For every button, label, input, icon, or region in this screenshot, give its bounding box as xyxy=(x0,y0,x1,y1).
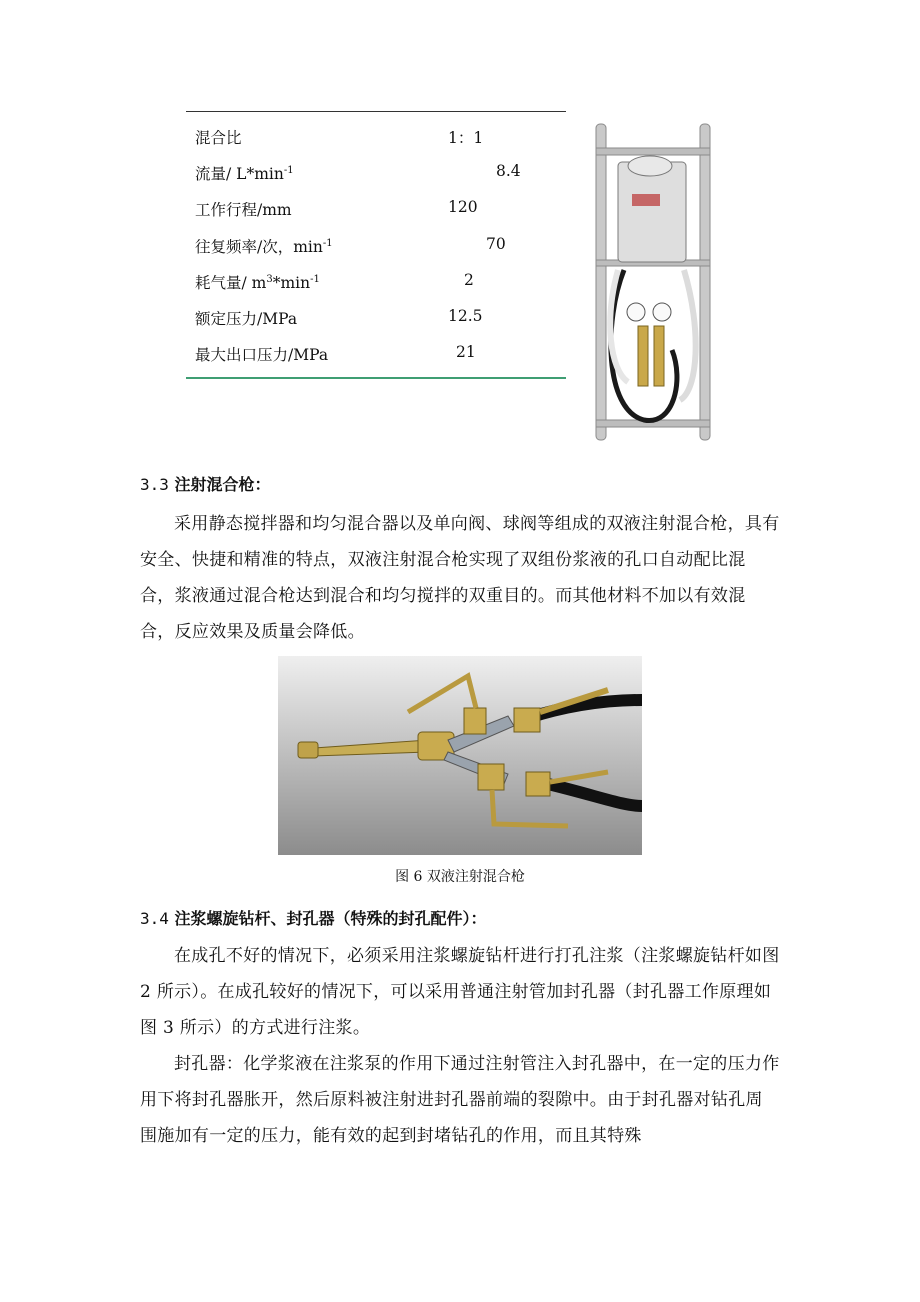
spec-label: 工作行程/mm xyxy=(195,201,292,220)
spec-label: 往复频率/次，$\min^{-1}$ xyxy=(195,237,333,256)
section-heading-3-3 xyxy=(140,472,271,495)
spec-label: 额定压力/MPa xyxy=(195,309,298,328)
spec-label: 流量/ $L*\min^{-1}$ xyxy=(195,165,294,184)
spec-row xyxy=(186,227,566,263)
spec-table xyxy=(186,111,566,379)
spec-value: 120 xyxy=(448,198,478,217)
grouting-pump-photo xyxy=(584,120,726,450)
spec-row xyxy=(186,118,566,154)
section-heading-3-4 xyxy=(140,906,487,929)
section-title: 注浆螺旋钻杆、封孔器（特殊的封孔配件）： xyxy=(174,909,487,928)
spec-row xyxy=(186,190,566,226)
spec-value: 1：1 xyxy=(448,129,484,147)
spec-label: 混合比 xyxy=(195,129,242,147)
mixing-gun-photo xyxy=(278,656,642,855)
paragraph: 采用静态搅拌器和均匀混合器以及单向阀、球阀等组成的双液注射混合枪，具有安全、快捷和精准的特点，双液注射混合枪实现了双组份浆液的孔口自动配比混合，浆液通过混合枪达到混合和均匀搅拌的双重目的。而其他材料不加以有效混合，反应效果及质量会降低。 xyxy=(140,514,780,642)
spec-label: 耗气量/ $m^3*\min^{-1}$ xyxy=(195,273,320,292)
spec-value: 12.5 xyxy=(448,306,483,325)
spec-row xyxy=(186,335,566,371)
spec-value: 8.4 xyxy=(496,162,521,181)
paragraph: 在成孔不好的情况下，必须采用注浆螺旋钻杆进行打孔注浆（注浆螺旋钻杆如图 2 所示）。在成孔较好的情况下，可以采用普通注射管加封孔器（封孔器工作原理如图 3 所示）的方式进行注浆。 xyxy=(140,946,780,1038)
spec-label: 最大出口压力/MPa xyxy=(195,346,329,365)
spec-value: 70 xyxy=(486,234,506,253)
spec-value: 21 xyxy=(456,343,476,362)
spec-row xyxy=(186,154,566,190)
spec-value: 2 xyxy=(464,270,474,289)
figure-caption: 图 6 双液注射混合枪 xyxy=(395,869,525,885)
spec-row xyxy=(186,263,566,299)
section-title: 注射混合枪： xyxy=(174,475,271,494)
spec-row xyxy=(186,299,566,335)
section-number: 3.3 xyxy=(140,475,169,494)
section-number: 3.4 xyxy=(140,909,169,928)
paragraph: 封孔器：化学浆液在注浆泵的作用下通过注射管注入封孔器中，在一定的压力作用下将封孔器胀开，然后原料被注射进封孔器前端的裂隙中。由于封孔器对钻孔周围施加有一定的压力，能有效的起到封堵钻孔的作用，而且其特殊 xyxy=(140,1054,780,1146)
